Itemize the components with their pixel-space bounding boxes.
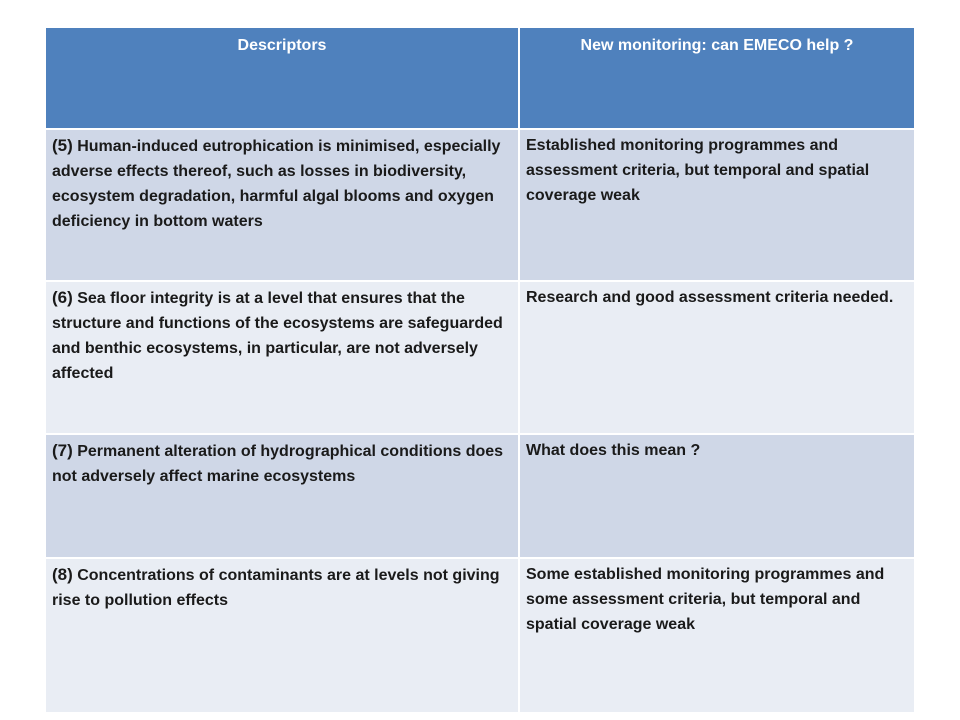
descriptor-cell: [45, 558, 519, 713]
descriptor-text: Concentrations of contaminants are at levels not giving rise to pollution effects: [52, 567, 500, 609]
monitoring-cell: Research and good assessment criteria needed.: [519, 281, 915, 434]
descriptor-cell: [45, 129, 519, 281]
descriptor-cell: [45, 434, 519, 558]
descriptor-number: (7): [52, 441, 73, 460]
table-row: [45, 434, 915, 558]
descriptors-table: [44, 26, 916, 714]
descriptor-text: Sea floor integrity is at a level that ensures that the structure and functions of the ecosystems are safeguarded and benthic ecosystems, in particular, are not adversely affected: [52, 290, 503, 382]
table-header-row: [45, 27, 915, 129]
descriptor-number: (6): [52, 288, 73, 307]
descriptor-text: Permanent alteration of hydrographical conditions does not adversely affect marine ecosystems: [52, 443, 504, 485]
descriptor-number: (8): [52, 565, 73, 584]
monitoring-cell: What does this mean ?: [519, 434, 915, 558]
table-row: [45, 129, 915, 281]
monitoring-cell: Established monitoring programmes and assessment criteria, but temporal and spatial coverage weak: [519, 129, 915, 281]
descriptor-text: Human-induced eutrophication is minimised, especially adverse effects thereof, such as losses in biodiversity, ecosystem degradation, harmful algal blooms and oxygen deficiency in bottom waters: [52, 138, 501, 230]
descriptor-cell: [45, 281, 519, 434]
descriptor-number: (5): [52, 136, 73, 155]
header-descriptors: Descriptors: [45, 27, 519, 129]
header-new-monitoring: New monitoring: can EMECO help ?: [519, 27, 915, 129]
monitoring-cell: Some established monitoring programmes and some assessment criteria, but temporal and spatial coverage weak: [519, 558, 915, 713]
table-row: [45, 558, 915, 713]
table-row: [45, 281, 915, 434]
